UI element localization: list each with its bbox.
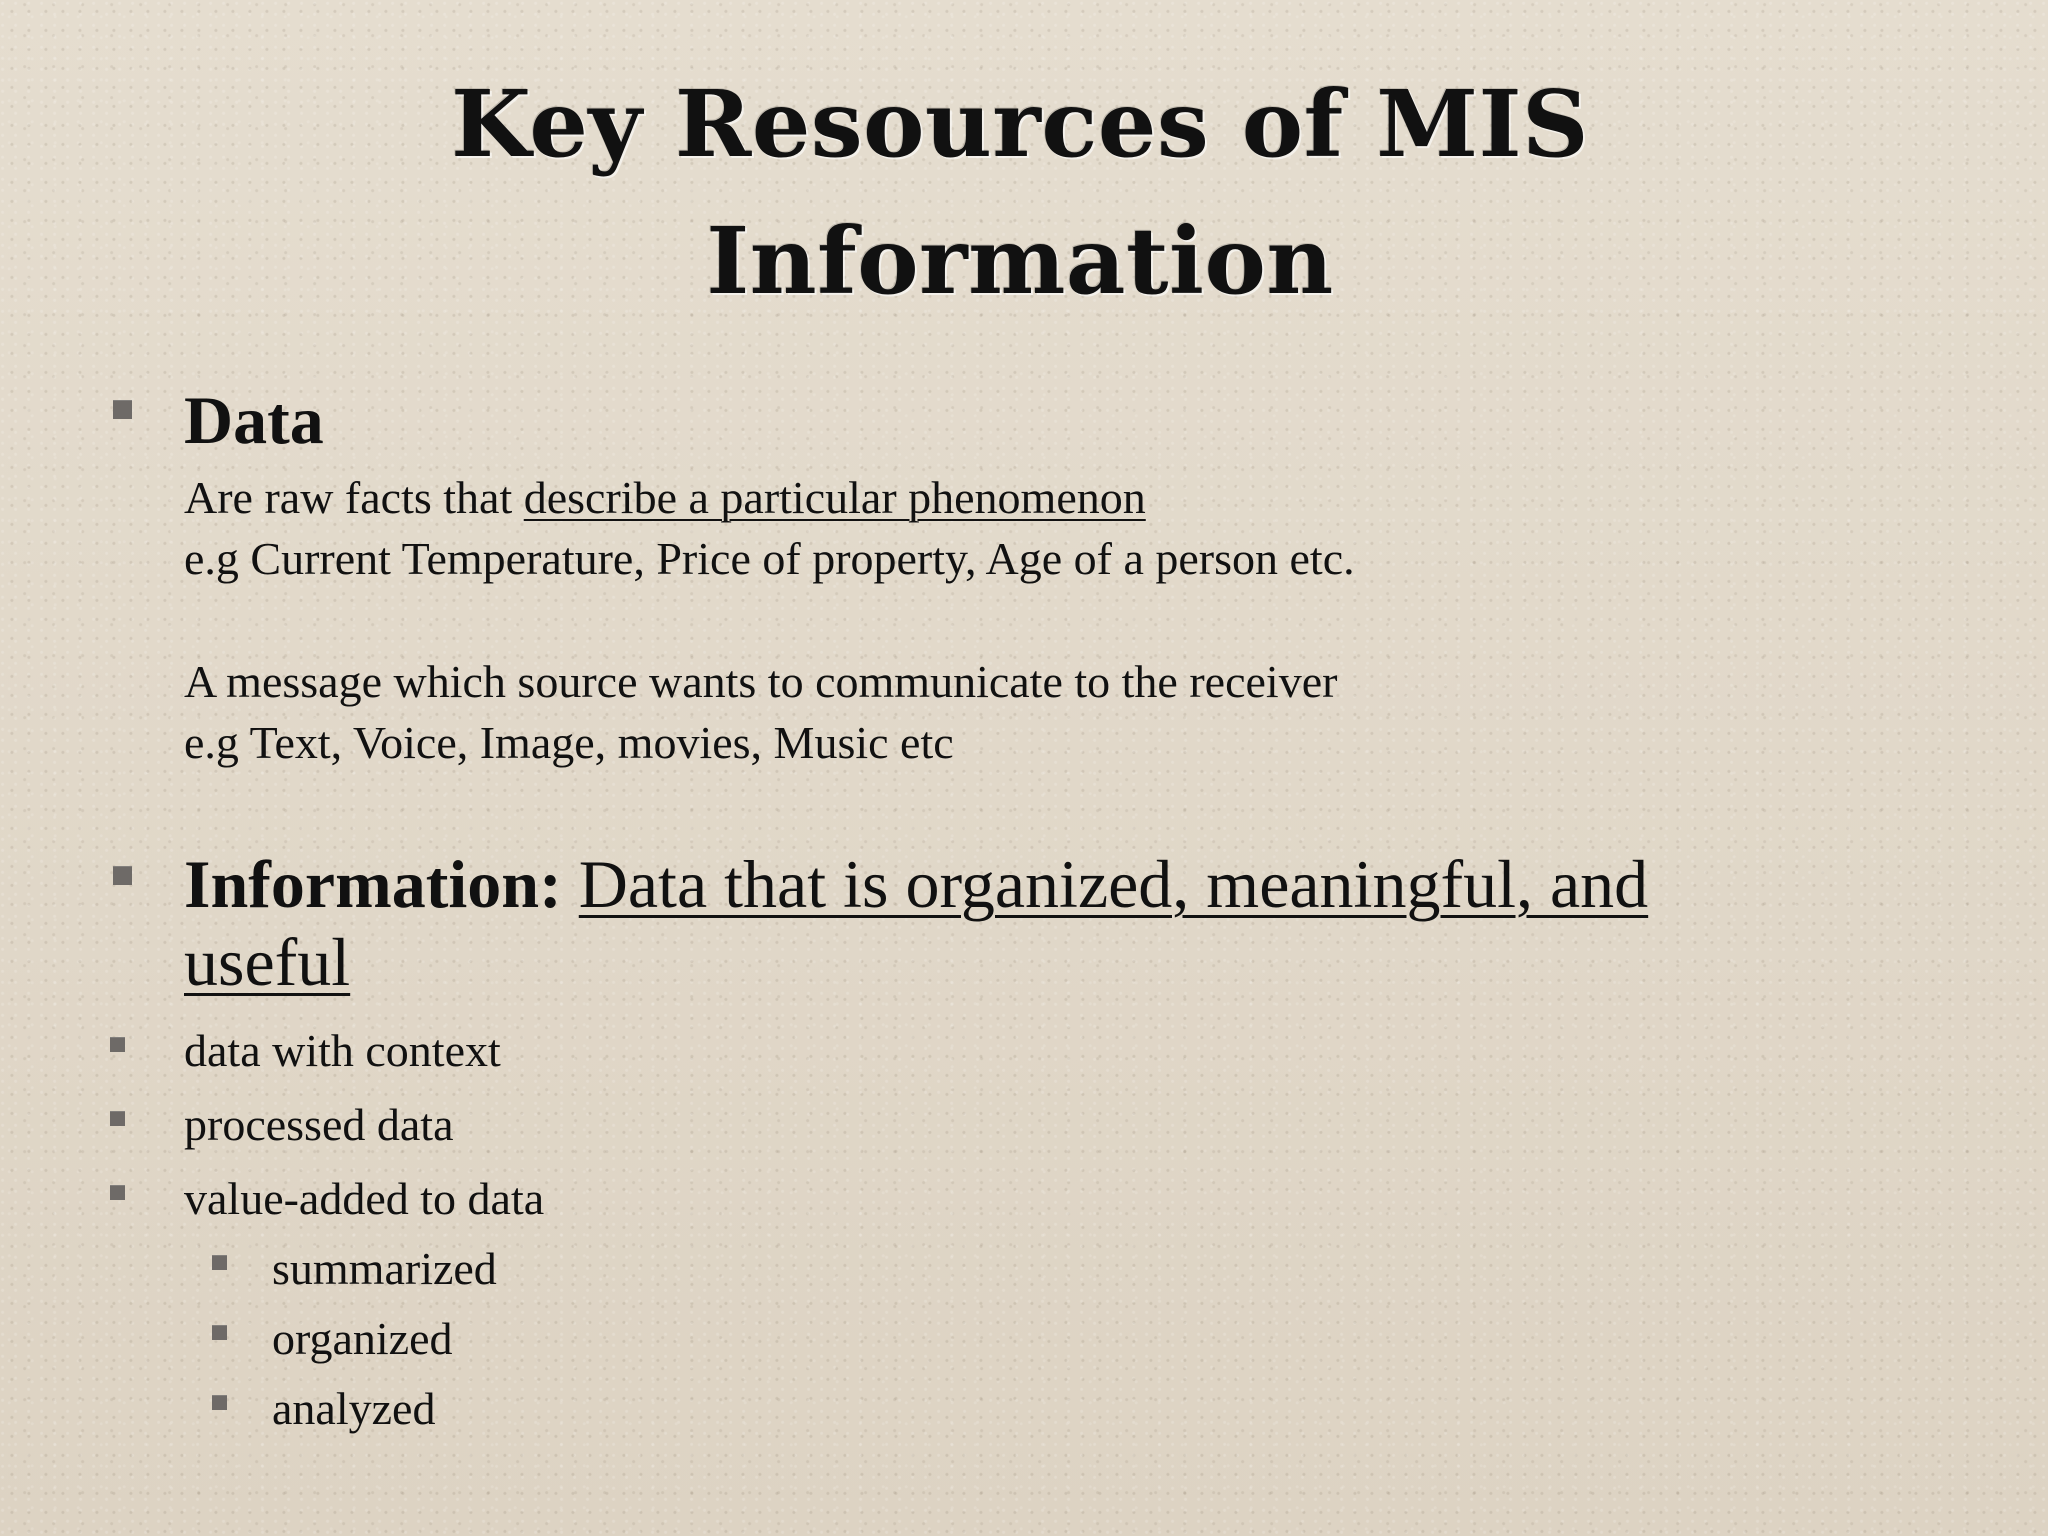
information-bullet-item: value-added to data	[184, 1173, 545, 1224]
information-definition-line-2: useful	[184, 924, 351, 1000]
information-definition-line-1: Data that is organized, meaningful, and	[578, 846, 1649, 922]
data-message-example-line: e.g Text, Voice, Image, movies, Music etc	[184, 717, 954, 768]
information-sub-bullet-item: organized	[272, 1313, 453, 1364]
information-sub-bullet-item: summarized	[272, 1243, 497, 1294]
square-bullet-icon	[110, 1111, 125, 1126]
data-definition-underlined: describe a particular phenomenon	[523, 472, 1146, 523]
square-bullet-icon	[212, 1395, 227, 1410]
slide-title-line-2: Information	[706, 207, 1334, 315]
information-heading: Information:	[184, 846, 562, 922]
data-definition-line	[184, 472, 1146, 523]
data-heading: Data	[184, 382, 324, 458]
data-definition-prefix: Are raw facts that	[184, 472, 524, 523]
data-example-line: e.g Current Temperature, Price of property, Age of a person etc.	[184, 533, 1355, 584]
information-bullet-item: processed data	[184, 1099, 454, 1150]
square-bullet-icon	[110, 1037, 125, 1052]
information-sub-bullet-item: analyzed	[272, 1383, 436, 1434]
data-message-line: A message which source wants to communicate to the receiver	[184, 656, 1338, 707]
square-bullet-icon	[212, 1325, 227, 1340]
square-bullet-icon	[212, 1255, 227, 1270]
square-bullet-icon	[113, 400, 132, 419]
information-bullet-item: data with context	[184, 1025, 501, 1076]
information-heading-line	[184, 846, 1649, 922]
slide-title-line-1: Key Resources of MIS	[450, 70, 1590, 178]
square-bullet-icon	[113, 866, 132, 885]
square-bullet-icon	[110, 1185, 125, 1200]
